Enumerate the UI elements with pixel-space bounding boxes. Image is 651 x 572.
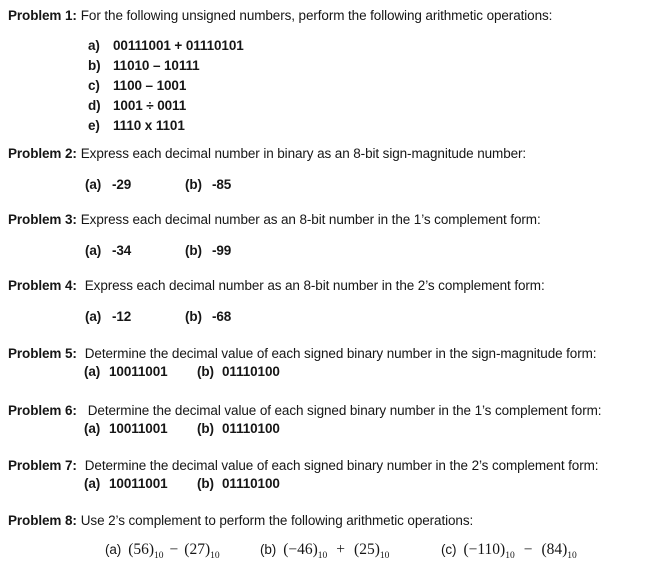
list-item <box>88 96 647 116</box>
option <box>185 243 285 258</box>
item-text: 1100 – 1001 <box>113 78 187 93</box>
problem-2-statement: Express each decimal number in binary as an 8-bit sign-magnitude number: <box>80 146 527 161</box>
expression-marker: (c) <box>441 542 457 557</box>
problem-2-heading <box>8 146 647 161</box>
problem-7 <box>8 458 647 491</box>
problem-2 <box>8 146 647 192</box>
item-marker: a) <box>88 38 100 53</box>
problem-8-heading <box>8 513 647 528</box>
math-expression <box>128 540 219 566</box>
problem-6-heading <box>8 403 647 418</box>
option-marker: (a) <box>84 476 101 491</box>
expression-c <box>441 540 577 566</box>
problem-1-label: Problem 1: <box>8 8 77 23</box>
option-value: -29 <box>112 177 132 192</box>
option <box>84 421 197 436</box>
item-text: 00111001 + 01110101 <box>113 38 244 53</box>
option-value: -34 <box>112 243 132 258</box>
operand: (25) <box>354 541 380 558</box>
problem-3-options <box>85 243 647 258</box>
base-subscript: 10 <box>210 551 220 562</box>
item-text: 1110 x 1101 <box>113 118 185 133</box>
problem-3-label: Problem 3: <box>8 212 77 227</box>
list-item <box>88 116 647 136</box>
expression-a <box>105 540 260 566</box>
item-marker: b) <box>88 58 101 73</box>
problem-6-label: Problem 6: <box>8 403 77 418</box>
problem-7-heading <box>8 458 647 473</box>
problem-5-options <box>84 364 647 379</box>
option-value: -68 <box>212 309 232 324</box>
problem-8-label: Problem 8: <box>8 513 77 528</box>
option-marker: (a) <box>85 243 102 258</box>
option <box>85 243 185 258</box>
list-item <box>88 56 647 76</box>
item-marker: e) <box>88 118 100 133</box>
math-expression <box>463 540 576 566</box>
option-value: 01110100 <box>222 476 280 491</box>
option-value: 10011001 <box>109 421 168 436</box>
expression-marker: (b) <box>260 542 277 557</box>
base-subscript: 10 <box>567 551 577 562</box>
problem-4-statement: Express each decimal number as an 8-bit number in the 2’s complement form: <box>84 278 545 293</box>
option-value: 10011001 <box>109 476 168 491</box>
problem-5-label: Problem 5: <box>8 346 77 361</box>
problem-5-statement: Determine the decimal value of each signed binary number in the sign-magnitude form: <box>84 346 597 361</box>
option-value: -99 <box>212 243 232 258</box>
problem-8-statement: Use 2’s complement to perform the following arithmetic operations: <box>80 513 474 528</box>
option-marker: (a) <box>84 364 101 379</box>
option-value: 10011001 <box>109 364 168 379</box>
option <box>185 177 285 192</box>
base-subscript: 10 <box>154 551 164 562</box>
problem-3-statement: Express each decimal number as an 8-bit number in the 1’s complement form: <box>80 212 541 227</box>
problem-5-heading <box>8 346 647 361</box>
option <box>197 476 310 491</box>
option-marker: (b) <box>197 476 214 491</box>
option <box>84 364 197 379</box>
list-item <box>88 36 647 56</box>
problem-1-list <box>88 36 647 136</box>
expression-b <box>260 540 441 566</box>
problem-1 <box>8 8 647 136</box>
problem-7-options <box>84 476 647 491</box>
option <box>84 476 197 491</box>
problem-3-heading <box>8 212 647 227</box>
item-text: 1001 ÷ 0011 <box>113 98 187 113</box>
option <box>197 421 310 436</box>
problem-6 <box>8 403 647 436</box>
expression-marker: (a) <box>105 542 122 557</box>
base-subscript: 10 <box>379 551 390 562</box>
problem-4-label: Problem 4: <box>8 278 77 293</box>
item-marker: d) <box>88 98 101 113</box>
option-marker: (b) <box>185 309 202 324</box>
base-subscript: 10 <box>317 551 328 562</box>
option-marker: (b) <box>185 177 202 192</box>
problem-8-expressions <box>105 540 647 566</box>
list-item <box>88 76 647 96</box>
problem-5 <box>8 346 647 379</box>
option-value: -85 <box>212 177 232 192</box>
option-value: -12 <box>112 309 132 324</box>
operator: − <box>523 541 533 558</box>
option <box>197 364 310 379</box>
option-marker: (a) <box>85 177 102 192</box>
option <box>85 309 185 324</box>
problem-1-statement: For the following unsigned numbers, perform the following arithmetic operations: <box>80 8 553 23</box>
problem-1-heading <box>8 8 647 23</box>
item-marker: c) <box>88 78 100 93</box>
option <box>185 309 285 324</box>
option-value: 01110100 <box>222 364 280 379</box>
option-marker: (a) <box>85 309 102 324</box>
problem-3 <box>8 212 647 258</box>
problem-8 <box>8 513 647 566</box>
option-marker: (b) <box>185 243 202 258</box>
operator: + <box>336 541 346 558</box>
operand: (27) <box>184 541 211 558</box>
operand: (−110) <box>463 541 506 558</box>
option-marker: (a) <box>84 421 101 436</box>
problem-2-options <box>85 177 647 192</box>
problem-6-options <box>84 421 647 436</box>
problem-7-label: Problem 7: <box>8 458 77 473</box>
option-value: 01110100 <box>222 421 280 436</box>
option-marker: (b) <box>197 421 214 436</box>
problem-4-options <box>85 309 647 324</box>
operand: (−46) <box>283 541 318 558</box>
operator: − <box>169 541 179 558</box>
math-expression <box>283 540 389 566</box>
problem-6-statement: Determine the decimal value of each signed binary number in the 1’s complement form: <box>87 403 602 418</box>
problem-4 <box>8 278 647 324</box>
option <box>85 177 185 192</box>
item-text: 11010 – 10111 <box>113 58 200 73</box>
operand: (56) <box>128 541 155 558</box>
problem-7-statement: Determine the decimal value of each signed binary number in the 2’s complement form: <box>84 458 599 473</box>
operand: (84) <box>541 541 568 558</box>
option-marker: (b) <box>197 364 214 379</box>
problem-2-label: Problem 2: <box>8 146 77 161</box>
base-subscript: 10 <box>505 551 515 562</box>
problem-4-heading <box>8 278 647 293</box>
